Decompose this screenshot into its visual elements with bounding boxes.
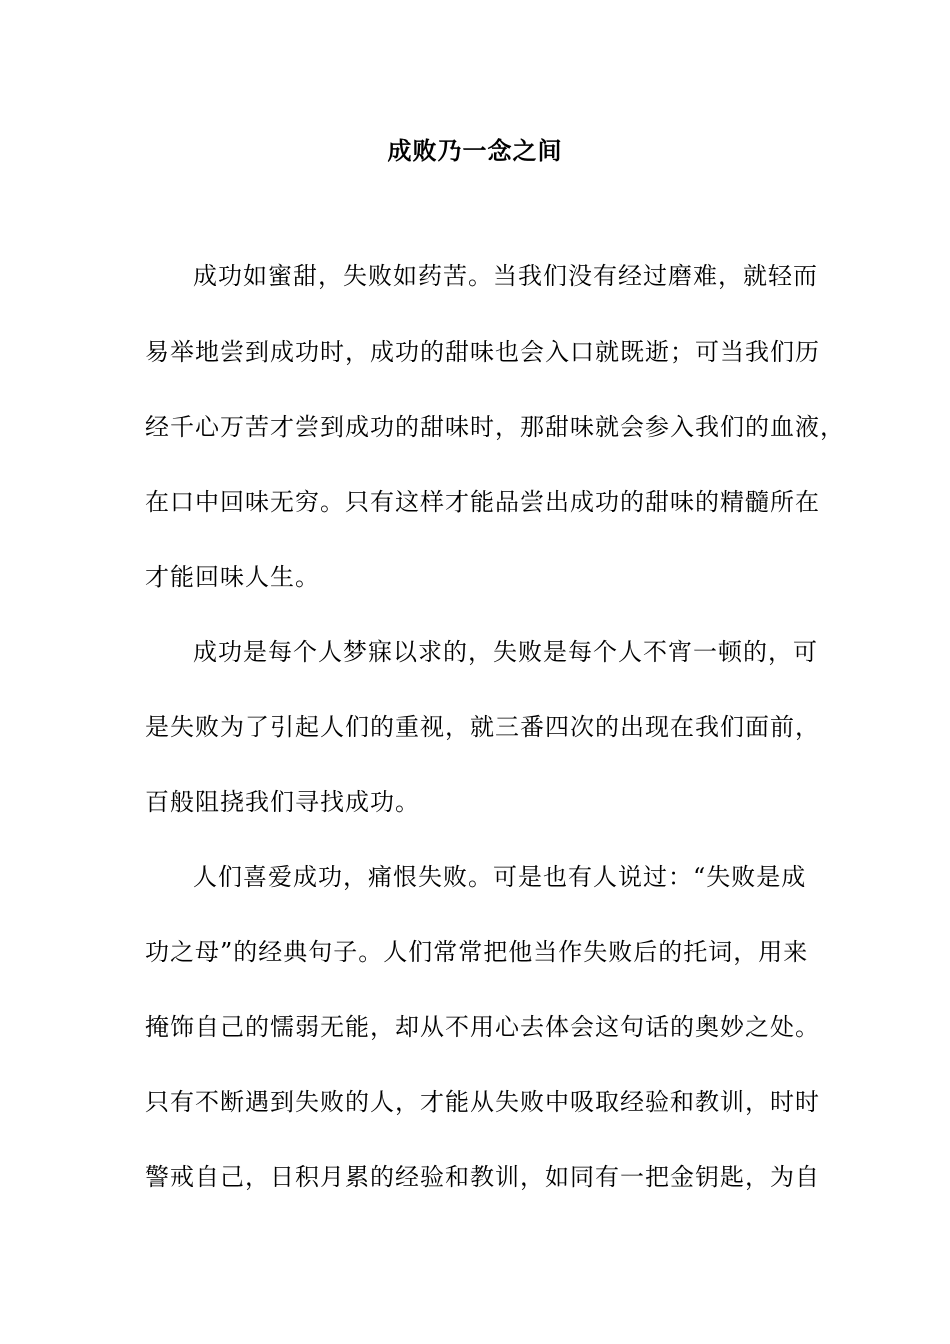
paragraph-1-line-3: 经千心万苦才尝到成功的甜味时，那甜味就会参入我们的血液，	[145, 413, 845, 441]
paragraph-2-line-2: 是失败为了引起人们的重视，就三番四次的出现在我们面前，	[145, 713, 820, 741]
paragraph-3-line-2: 功之母”的经典句子。人们常常把他当作失败后的托词，用来	[145, 938, 809, 966]
paragraph-3-line-3: 掩饰自己的懦弱无能，却从不用心去体会这句话的奥妙之处。	[145, 1013, 820, 1041]
paragraph-3-line-5: 警戒自己，日积月累的经验和教训，如同有一把金钥匙，为自	[145, 1163, 820, 1191]
paragraph-2-line-1: 成功是每个人梦寐以求的，失败是每个人不宵一顿的，可	[193, 638, 818, 666]
document-title: 成败乃一念之间	[387, 136, 563, 165]
paragraph-3-line-4: 只有不断遇到失败的人，才能从失败中吸取经验和教训，时时	[145, 1088, 820, 1116]
paragraph-1-line-2: 易举地尝到成功时，成功的甜味也会入口就既逝；可当我们历	[145, 338, 820, 366]
paragraph-3-line-1: 人们喜爱成功，痛恨失败。可是也有人说过：“失败是成	[193, 863, 807, 891]
paragraph-1-line-4: 在口中回味无穷。只有这样才能品尝出成功的甜味的精髓所在	[145, 488, 820, 516]
paragraph-2-line-3: 百般阻挠我们寻找成功。	[145, 788, 420, 816]
paragraph-1-line-5: 才能回味人生。	[145, 563, 320, 591]
paragraph-1-line-1: 成功如蜜甜，失败如药苦。当我们没有经过磨难，就轻而	[193, 262, 818, 290]
